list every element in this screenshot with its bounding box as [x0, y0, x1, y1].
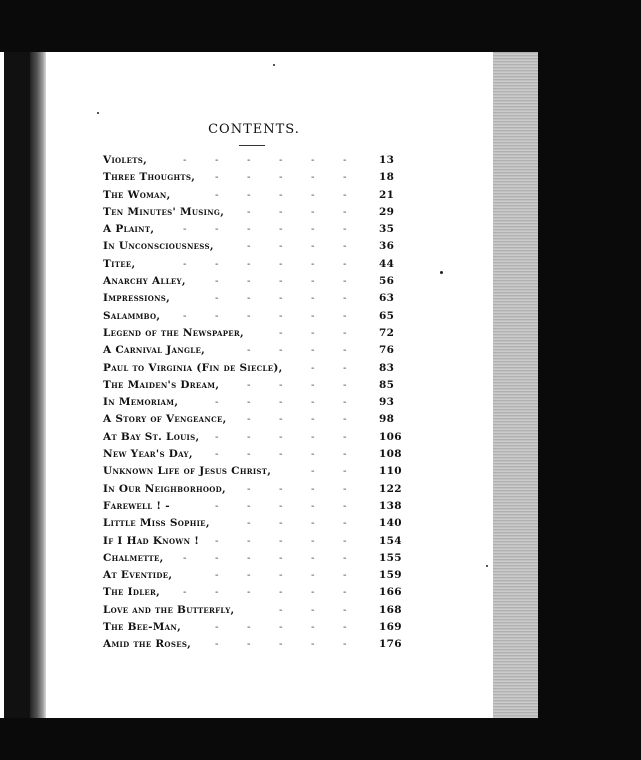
contents-entry: Titee, - - - - - - 44	[103, 256, 403, 273]
contents-entry: In Our Neighborhood, - - - - 122	[103, 481, 403, 498]
contents-entry: Ten Minutes' Musing, - - - - 29	[103, 204, 403, 221]
contents-entry: Unknown Life of Jesus Christ, - - 110	[103, 463, 403, 480]
entry-page-number: 35	[379, 223, 395, 236]
contents-entry: New Year's Day, - - - - - 108	[103, 446, 403, 463]
entry-page-number: 166	[379, 586, 402, 599]
contents-entry: The Woman, - - - - - 21	[103, 187, 403, 204]
scan-border-bottom	[0, 718, 641, 760]
contents-entry: The Maiden's Dream, - - - - 85	[103, 377, 403, 394]
contents-entry: Paul to Virginia (Fin de Siecle), - - 83	[103, 360, 403, 377]
table-of-contents	[103, 152, 403, 654]
entry-page-number: 110	[379, 465, 402, 478]
entry-page-number: 154	[379, 534, 402, 547]
entry-page-number: 106	[379, 430, 402, 443]
entry-page-number: 122	[379, 482, 402, 495]
entry-title: The Woman,	[103, 188, 171, 201]
entry-page-number: 76	[379, 344, 395, 357]
entry-page-number: 83	[379, 361, 395, 374]
entry-page-number: 169	[379, 621, 402, 634]
entry-title: The Bee-Man,	[103, 621, 182, 634]
entry-title: Legend of the Newspaper,	[103, 326, 244, 339]
scan-border-right	[538, 0, 641, 760]
entry-title: In Memoriam,	[103, 396, 179, 409]
entry-title: In Our Neighborhood,	[103, 482, 226, 495]
entry-title: Impressions,	[103, 292, 171, 305]
entry-title: In Unconsciousness,	[103, 240, 214, 253]
contents-entry: A Story of Vengeance, - - - - 98	[103, 411, 403, 428]
contents-entry: A Carnival Jangle, - - - - 76	[103, 342, 403, 359]
contents-entry: Love and the Butterfly, - - - 168	[103, 602, 403, 619]
entry-page-number: 155	[379, 551, 402, 564]
entry-title: Unknown Life of Jesus Christ,	[103, 465, 272, 478]
contents-entry: Little Miss Sophie, - - - - 140	[103, 515, 403, 532]
entry-page-number: 159	[379, 569, 402, 582]
entry-title: Paul to Virginia (Fin de Siecle),	[103, 361, 283, 374]
contents-heading: CONTENTS.	[208, 122, 300, 137]
entry-page-number: 176	[379, 638, 402, 651]
contents-entry: The Bee-Man, - - - - - 169	[103, 619, 403, 636]
entry-title: The Maiden's Dream,	[103, 378, 220, 391]
contents-entry: At Bay St. Louis, - - - - - 106	[103, 429, 403, 446]
contents-entry: Farewell ! - - - - - - 138	[103, 498, 403, 515]
entry-title: Little Miss Sophie,	[103, 517, 210, 530]
entry-title: A Plaint,	[103, 223, 155, 236]
contents-entry: Anarchy Alley, - - - - - 56	[103, 273, 403, 290]
entry-page-number: 140	[379, 517, 402, 530]
entry-title: A Story of Vengeance,	[103, 413, 227, 426]
scan-speck	[273, 64, 275, 66]
entry-title: Anarchy Alley,	[103, 275, 186, 288]
entry-page-number: 36	[379, 240, 395, 253]
entry-page-number: 65	[379, 309, 395, 322]
scan-speck	[97, 112, 99, 114]
contents-entry: Three Thoughts, - - - - - 18	[103, 169, 403, 186]
entry-page-number: 29	[379, 205, 395, 218]
contents-entry: Impressions, - - - - - 63	[103, 290, 403, 307]
entry-page-number: 63	[379, 292, 395, 305]
page-edges	[493, 52, 538, 718]
entry-page-number: 85	[379, 378, 395, 391]
entry-title: Titee,	[103, 257, 136, 270]
entry-title: Amid the Roses,	[103, 638, 192, 651]
entry-title: If I Had Known !	[103, 534, 200, 547]
entry-page-number: 13	[379, 154, 395, 166]
entry-title: Love and the Butterfly,	[103, 603, 235, 616]
entry-title: At Eventide,	[103, 569, 173, 582]
entry-page-number: 56	[379, 275, 395, 288]
entry-title: Three Thoughts,	[103, 171, 196, 184]
entry-page-number: 18	[379, 171, 395, 184]
entry-title: At Bay St. Louis,	[103, 430, 200, 443]
contents-entry: Violets, - - - - - - 13	[103, 152, 403, 169]
contents-entry: Legend of the Newspaper, - - - 72	[103, 325, 403, 342]
entry-page-number: 138	[379, 499, 402, 512]
entry-page-number: 72	[379, 326, 395, 339]
contents-entry: A Plaint, - - - - - - 35	[103, 221, 403, 238]
entry-page-number: 108	[379, 448, 402, 461]
entry-page-number: 21	[379, 188, 395, 201]
contents-entry: If I Had Known ! - - - - - 154	[103, 533, 403, 550]
scan-speck	[486, 565, 488, 567]
heading-rule	[239, 145, 265, 146]
entry-title: New Year's Day,	[103, 448, 193, 461]
contents-entry: Salammbo, - - - - - - 65	[103, 308, 403, 325]
entry-title: Violets,	[103, 154, 148, 166]
entry-title: A Carnival Jangle,	[103, 344, 206, 357]
scan-speck	[440, 271, 443, 274]
entry-title: Farewell ! -	[103, 499, 170, 512]
entry-page-number: 44	[379, 257, 395, 270]
contents-entry: At Eventide, - - - - - 159	[103, 567, 403, 584]
entry-page-number: 93	[379, 396, 395, 409]
entry-page-number: 168	[379, 603, 402, 616]
entry-page-number: 98	[379, 413, 395, 426]
entry-title: The Idler,	[103, 586, 161, 599]
contents-entry: In Memoriam, - - - - - 93	[103, 394, 403, 411]
contents-entry: In Unconsciousness, - - - - 36	[103, 238, 403, 255]
contents-entry: Chalmette, - - - - - - 155	[103, 550, 403, 567]
entry-title: Ten Minutes' Musing,	[103, 205, 225, 218]
contents-entry: Amid the Roses, - - - - - 176	[103, 636, 403, 653]
entry-title: Chalmette,	[103, 551, 164, 564]
entry-title: Salammbo,	[103, 309, 161, 322]
contents-entry: The Idler, - - - - - - 166	[103, 584, 403, 601]
